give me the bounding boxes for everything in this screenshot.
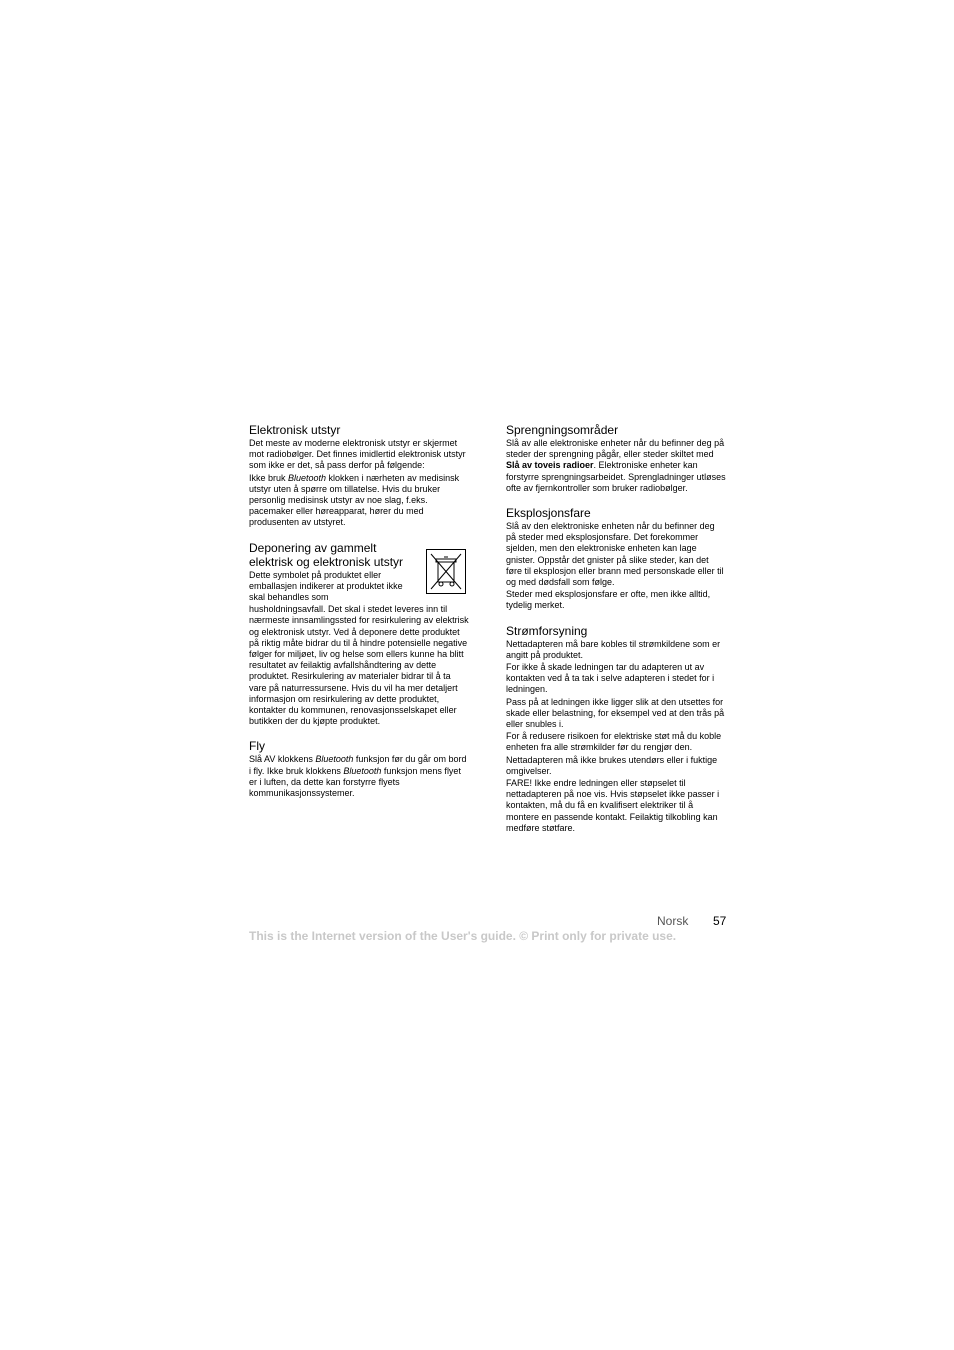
footer-language: Norsk: [657, 914, 689, 928]
crossed-out-wheelie-bin-icon: [426, 549, 466, 594]
paragraph: Slå AV klokkens Bluetooth funksjon før du går om bord i fly. Ikke bruk klokkens Bluetooth funksjon mens flyet er i luften, da dette kan forstyrre flyets kommunikasjonssystemer.: [249, 754, 467, 799]
paragraph: Ikke bruk Bluetooth klokken i nærheten av medisinsk utstyr uten å spørre om tillatelse. Hvis du bruker personlig medisinsk utstyr av noe slag, f.eks. pacemaker eller høreapparat, hører du med produsenten av utstyret.: [249, 472, 460, 528]
paragraph: Slå av den elektroniske enheten når du befinner deg på steder med eksplosjonsfare. Det forekommer sjelden, men den elektroniske enheten kan lage gnister. Oppstår det gnister på slike steder, kan det føre til eksplosjon eller brann med personskade eller til og med dødsfall som følge.: [506, 521, 724, 588]
left-column: [249, 423, 469, 811]
paragraph: For ikke å skade ledningen tar du adapteren ut av kontakten ved å ta tak i selve adapteren i stedet for i ledningen.: [506, 662, 715, 695]
paragraph: Dette symbolet på produktet eller emballasjen indikerer at produktet ikke skal behandles som: [249, 569, 403, 603]
section-electronic-equipment: [249, 423, 469, 529]
heading-disposal: Deponering av gammelt elektrisk og elektronisk utstyr: [249, 540, 404, 569]
paragraph: Nettadapteren må bare kobles til strømkildene som er angitt på produktet.: [506, 638, 721, 660]
heading-blasting-areas: Sprengningsområder: [506, 423, 619, 437]
heading-flight: Fly: [249, 739, 265, 754]
paragraph: husholdningsavfall. Det skal i stedet leveres inn til nærmeste innsamlingssted for resirkulering av elektrisk og elektronisk utstyr. Ved å deponere dette produktet på riktig måte bidrar du til å hindre potensielle negative følger for miljøet, liv og helse som ellers kunne ha blitt resultatet av feilaktig avfallshåndtering av dette produktet. Resirkulering av materialer bidrar til å ta vare på naturressursene. Hvis du vil ha mer detaljert informasjon om resirkulering av dette produktet, kontakter du kommunen, renovasjonsselskapet eller butikken der du kjøpte produktet.: [249, 604, 469, 727]
right-column: [506, 423, 726, 846]
heading-explosion-hazard: Eksplosjonsfare: [506, 506, 591, 521]
heading-electronic-equipment: Elektronisk utstyr: [249, 423, 341, 437]
paragraph: Nettadapteren må ikke brukes utendørs eller i fuktige omgivelser.: [506, 754, 718, 776]
section-power-supply: [506, 624, 726, 834]
paragraph: Pass på at ledningen ikke ligger slik at den utsettes for skade eller belastning, for eksempel ved at den trås på eller snubles i.: [506, 696, 725, 730]
heading-power-supply: Strømforsyning: [506, 623, 588, 638]
paragraph: For å redusere risikoen for elektriske støt må du koble enheten fra alle strømkilder før du rengjør den.: [506, 731, 722, 753]
section-blasting-areas: [506, 423, 726, 494]
section-explosion-hazard: [506, 506, 726, 612]
footer-note: This is the Internet version of the User's guide. © Print only for private use.: [249, 929, 677, 943]
paragraph: Steder med eksplosjonsfare er ofte, men ikke alltid, tydelig merket.: [506, 589, 711, 611]
paragraph: FARE! Ikke endre ledningen eller støpselet til nettadapteren på noe vis. Hvis støpselet ikke passer i kontakten, må du få en kvalifisert elektriker til å montere en passende kontakt. Feilaktig tilkobling kan medføre støtfare.: [506, 778, 720, 833]
paragraph: Det meste av moderne elektronisk utstyr er skjermet mot radiobølger. Det finnes imidlertid elektronisk utstyr som ikke er det, så pass derfor på følgende:: [249, 438, 466, 471]
page-number: 57: [713, 914, 727, 928]
paragraph: Slå av alle elektroniske enheter når du befinner deg på steder der sprengning pågår, eller steder skiltet med Slå av toveis radioer. Elektroniske enheter kan forstyrre sprengningsarbeidet. Sprengladninger utløses ofte av fjernkontroller som bruker radiobølger.: [506, 438, 726, 493]
section-flight: [249, 739, 469, 799]
